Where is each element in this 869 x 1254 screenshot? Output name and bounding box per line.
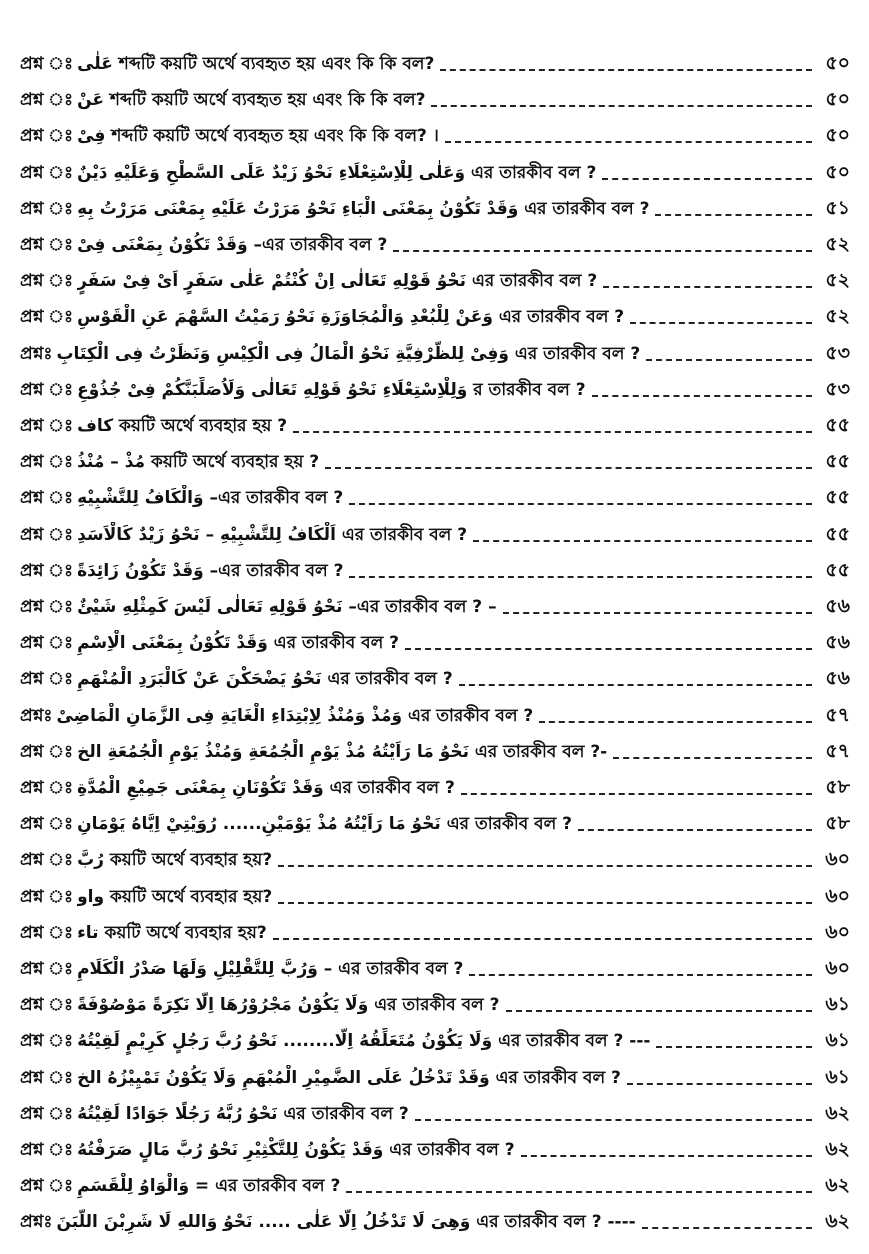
question-label: প্রশ্ন ঃ bbox=[20, 162, 74, 183]
question-label: প্রশ্ন ঃ bbox=[20, 1140, 74, 1160]
question-label: প্রশ্ন ঃ bbox=[20, 488, 74, 509]
toc-row bbox=[20, 484, 850, 514]
toc-row bbox=[20, 593, 850, 623]
toc-row bbox=[20, 774, 850, 804]
toc-row bbox=[20, 1208, 850, 1238]
question-text: وَلِلْاِسْتِعْلَاءِ نَحْوُ قَوْلِهِ تَعَالٰى وَلَاُصَلِّبَنَّكُمْ فِىْ جُذُوْعِ র তারকীব বল ? bbox=[77, 379, 586, 400]
page-number: ৫৫ bbox=[825, 558, 850, 581]
question-label: প্রশ্নঃ bbox=[20, 1212, 53, 1233]
page-number: ৫৬ bbox=[825, 595, 850, 617]
question-label: প্রশ্ন ঃ bbox=[20, 1103, 74, 1124]
question-text: عَلٰى শব্দটি কয়টি অর্থে ব্যবহৃত হয় এবং কি কি বল? bbox=[77, 54, 435, 74]
dotted-leader bbox=[293, 431, 812, 433]
question-label: প্রশ্ন ঃ bbox=[20, 54, 74, 74]
toc-row bbox=[20, 810, 850, 840]
dotted-leader bbox=[656, 1046, 812, 1048]
toc-row bbox=[20, 340, 850, 370]
question-label: প্রশ্ন ঃ bbox=[20, 1176, 74, 1197]
dotted-leader bbox=[445, 141, 812, 143]
question-text: وَفِىْ لِلظَّرْفِيَّةِ نَحْوُ الْمَالُ فِى الْكِيْسِ وَنَظَرْتُ فِى الْكِتَابِ এর তারকীব বল ? bbox=[56, 343, 641, 364]
page-number: ৬২ bbox=[825, 1210, 850, 1233]
dotted-leader bbox=[473, 540, 812, 542]
question-label: প্রশ্ন ঃ bbox=[20, 452, 74, 473]
question-text: وَلَا يَكُوْنُ مَجْرُوْرُهَا اِلَّا نَكِرَةً مَوْصُوْفَةً এর তারকীব বল ? bbox=[77, 995, 500, 1016]
page-number: ৫৫ bbox=[825, 450, 850, 473]
page-number: ৫৫ bbox=[825, 414, 850, 436]
dotted-leader bbox=[539, 721, 812, 723]
toc-row bbox=[20, 303, 850, 333]
question-text: نَحْوُ مَا رَاَيْتُهُ مُذْ يَوْمِ الْجُمُعَةِ وَمُنْذُ يَوْمِ الْجُمُعَةِ الخ এর তারকীব বল ?- bbox=[77, 741, 608, 762]
toc-row bbox=[20, 376, 850, 406]
question-label: প্রশ্ন ঃ bbox=[20, 1031, 74, 1052]
toc-row bbox=[20, 629, 850, 659]
dotted-leader bbox=[602, 178, 812, 180]
page-number: ৬২ bbox=[825, 1101, 850, 1124]
page-number: ৫৭ bbox=[825, 739, 850, 762]
dotted-leader bbox=[630, 322, 812, 324]
question-text: نَحْوُ رُبَّهُ رَجُلًا جَوَادًا لَقِيْتُهُ এর তারকীব বল ? bbox=[77, 1103, 409, 1124]
dotted-leader bbox=[325, 467, 812, 469]
dotted-leader bbox=[642, 1227, 812, 1229]
page-number: ৬২ bbox=[825, 1174, 850, 1197]
question-label: প্রশ্ন ঃ bbox=[20, 633, 74, 654]
dotted-leader bbox=[278, 865, 812, 867]
toc-row bbox=[20, 1172, 850, 1202]
question-text: مُذْ – مُنْذُ কয়টি অর্থে ব্যবহার হয় ? bbox=[77, 452, 320, 473]
question-text: وَقَدْ تَكُوْنُ بِمَعْنَى الْبَاءِ نَحْوُ مَرَرْتُ عَلَيْهِ بِمَعْنَى مَرَرْتُ بِهِ এর তারকীব বল ? bbox=[77, 198, 650, 219]
toc-row bbox=[20, 159, 850, 189]
toc-row bbox=[20, 955, 850, 985]
question-text: وَالْوَاوُ لِلْقَسَمِ = এর তারকীব বল ? bbox=[77, 1176, 341, 1197]
question-text: رُبَّ কয়টি অর্থে ব্যবহার হয়? bbox=[77, 850, 273, 871]
toc-row bbox=[20, 50, 850, 80]
toc-row bbox=[20, 702, 850, 732]
dotted-leader bbox=[431, 105, 812, 107]
question-label: প্রশ্নঃ bbox=[20, 705, 53, 726]
question-text: تاء কয়টি অর্থে ব্যবহার হয়? bbox=[77, 922, 267, 943]
toc-row bbox=[20, 1100, 850, 1130]
page-number: ৫০ bbox=[825, 88, 850, 111]
question-label: প্রশ্নঃ bbox=[20, 343, 53, 364]
question-text: وَقَدْ تَكُوْنُ بِمَعْنَى فِىْ –এর তারকীব বল ? bbox=[77, 235, 388, 255]
dotted-leader bbox=[503, 612, 812, 614]
page-number: ৫৭ bbox=[825, 703, 850, 726]
question-text: اَلْكَافُ لِلتَّشْبِيْهِ – نَحْوُ زَيْدٌ كَالْاَسَدِ এর তারকীব বল ? bbox=[77, 524, 468, 545]
dotted-leader bbox=[405, 648, 812, 650]
dotted-leader bbox=[506, 1010, 813, 1012]
page-number: ৫৮ bbox=[825, 776, 850, 798]
dotted-leader bbox=[273, 938, 812, 940]
page-number: ৫৬ bbox=[825, 667, 850, 690]
toc-row bbox=[20, 557, 850, 587]
question-label: প্রশ্ন ঃ bbox=[20, 922, 74, 943]
dotted-leader bbox=[393, 250, 812, 252]
page-number: ৫৩ bbox=[825, 377, 850, 400]
page-number: ৬১ bbox=[825, 1029, 850, 1052]
dotted-leader bbox=[440, 69, 812, 71]
question-text: وَعَلٰى لِلْاِسْتِعْلَاءِ نَحْوُ زَيْدٌ عَلَى السَّطْحِ وَعَلَيْهِ دَيْنٌ এর তারকীব বল ? bbox=[77, 162, 597, 183]
question-text: وَهِىَ لَا تَدْخُلُ اِلَّا عَلٰى ..... نَحْوُ وَاللهِ لَا شَرِبْنَ اللَّبَنَ এর তারকীব বল ? ---- bbox=[56, 1212, 636, 1233]
dotted-leader bbox=[627, 1083, 812, 1085]
page-number: ৬১ bbox=[825, 993, 850, 1016]
question-label: প্রশ্ন ঃ bbox=[20, 379, 74, 400]
dotted-leader bbox=[278, 902, 812, 904]
question-text: وَقَدْ تَكُوْنَانِ بِمَعْنَى جَمِيْعِ الْمُدَّةِ এর তারকীব বল ? bbox=[77, 778, 455, 798]
question-label: প্রশ্ন ঃ bbox=[20, 90, 74, 111]
question-label: প্রশ্ন ঃ bbox=[20, 416, 74, 436]
question-text: وَرُبَّ لِلتَّقْلِيْلِ وَلَهَا صَدْرُ الْكَلَامِ – এর তারকীব বল ? bbox=[77, 959, 464, 979]
toc-row bbox=[20, 521, 850, 551]
question-text: واو কয়টি অর্থে ব্যবহার হয়? bbox=[77, 886, 273, 907]
question-text: وَمُذْ وَمُنْذُ لِاِبْتِدَاءِ الْغَايَةِ فِى الزَّمَانِ الْمَاضِىْ এর তারকীব বল ? bbox=[56, 705, 534, 726]
toc-row bbox=[20, 412, 850, 442]
toc-row bbox=[20, 231, 850, 261]
question-label: প্রশ্ন ঃ bbox=[20, 669, 74, 690]
page-number: ৬২ bbox=[825, 1138, 850, 1160]
question-text: نَحْوُ قَوْلِهِ تَعَالٰى اِنْ كُنْتُمْ عَلٰى سَفَرٍ اَىْ فِىْ سَفَرٍ এর তারকীব বল ? bbox=[77, 271, 598, 292]
toc-row bbox=[20, 883, 850, 913]
question-text: نَحْوُ قَوْلِهِ تَعَالٰى لَيْسَ كَمِثْلِهِ شَيْئٌ –এর তারকীব বল ? – bbox=[77, 597, 497, 617]
toc-row bbox=[20, 1064, 850, 1094]
page-number: ৫৫ bbox=[825, 486, 850, 509]
question-text: نَحْوُ مَا رَاَيْتُهُ مُذْ يَوْمَيْنِ...... رُوَيْتِيْ اِيَّاهُ يَوْمَانِ এর তারকীব বল ? bbox=[77, 814, 573, 835]
page-number: ৫৩ bbox=[825, 341, 850, 364]
question-text: وَقَدْ تَكُوْنُ زَائِدَةً –এর তারকীব বল ? bbox=[77, 560, 344, 581]
dotted-leader bbox=[459, 684, 812, 686]
question-text: وَقَدْ يَكُوْنُ لِلتَّكْثِيْرِ نَحْوُ رُبَّ مَالٍ صَرَفْتُهُ এর তারকীব বল ? bbox=[77, 1140, 515, 1160]
question-text: وَقَدْ تَكُوْنُ بِمَعْنَى الْاِسْمِ এর তারকীব বল ? bbox=[77, 633, 400, 654]
toc-row bbox=[20, 267, 850, 297]
dotted-leader bbox=[469, 974, 812, 976]
toc-row bbox=[20, 919, 850, 949]
toc-row bbox=[20, 846, 850, 876]
dotted-leader bbox=[613, 757, 812, 759]
dotted-leader bbox=[349, 576, 812, 578]
question-text: نَحْوُ يَضْحَكْنَ عَنْ كَالْبَرَدِ الْمُنْهَمِ এর তারকীব বল ? bbox=[77, 669, 453, 690]
page-number: ৫২ bbox=[825, 305, 850, 328]
toc-row bbox=[20, 991, 850, 1021]
question-text: وَقَدْ تَدْخُلُ عَلَى الضَّمِيْرِ الْمُبْهَمِ وَلَا يَكُوْنُ تَمْيِيْزُهُ الخ এর তারকীব বল ? bbox=[77, 1067, 621, 1088]
question-text: فِىْ শব্দটি কয়টি অর্থে ব্যবহৃত হয় এবং কি কি বল? । bbox=[77, 126, 439, 147]
dotted-leader bbox=[415, 1119, 812, 1121]
page-number: ৫২ bbox=[825, 269, 850, 292]
dotted-leader bbox=[461, 793, 812, 795]
page-number: ৫০ bbox=[825, 124, 850, 147]
question-label: প্রশ্ন ঃ bbox=[20, 814, 74, 835]
page-number: ৬০ bbox=[825, 884, 850, 907]
question-label: প্রশ্ন ঃ bbox=[20, 235, 74, 255]
question-label: প্রশ্ন ঃ bbox=[20, 524, 74, 545]
question-label: প্রশ্ন ঃ bbox=[20, 959, 74, 979]
page-number: ৫৮ bbox=[825, 812, 850, 835]
question-label: প্রশ্ন ঃ bbox=[20, 778, 74, 798]
question-text: كاف কয়টি অর্থে ব্যবহার হয় ? bbox=[77, 416, 288, 436]
question-label: প্রশ্ন ঃ bbox=[20, 560, 74, 581]
question-text: وَعَنْ لِلْبُعْدِ وَالْمُجَاوَزَةِ نَحْوُ رَمَيْتُ السَّهْمَ عَنِ الْقَوْسِ এর তারকীব বল ? bbox=[77, 307, 625, 328]
toc-row bbox=[20, 665, 850, 695]
dotted-leader bbox=[521, 1155, 812, 1157]
dotted-leader bbox=[578, 829, 812, 831]
question-label: প্রশ্ন ঃ bbox=[20, 886, 74, 907]
question-label: প্রশ্ন ঃ bbox=[20, 597, 74, 617]
question-label: প্রশ্ন ঃ bbox=[20, 271, 74, 292]
page-number: ৫০ bbox=[825, 160, 850, 183]
dotted-leader bbox=[592, 395, 812, 397]
question-label: প্রশ্ন ঃ bbox=[20, 126, 74, 147]
dotted-leader bbox=[655, 214, 812, 216]
toc-row bbox=[20, 122, 850, 152]
page-number: ৫০ bbox=[825, 52, 850, 74]
toc-row bbox=[20, 195, 850, 225]
question-label: প্রশ্ন ঃ bbox=[20, 1067, 74, 1088]
page-number: ৫১ bbox=[825, 196, 850, 219]
toc-row bbox=[20, 738, 850, 768]
page-number: ৫২ bbox=[825, 233, 850, 255]
question-label: প্রশ্ন ঃ bbox=[20, 307, 74, 328]
dotted-leader bbox=[646, 359, 812, 361]
page-number: ৬০ bbox=[825, 957, 850, 979]
page-number: ৬০ bbox=[825, 920, 850, 943]
page-number: ৬১ bbox=[825, 1065, 850, 1088]
question-text: عَنْ শব্দটি কয়টি অর্থে ব্যবহৃত হয় এবং কি কি বল? bbox=[77, 90, 426, 111]
question-label: প্রশ্ন ঃ bbox=[20, 198, 74, 219]
question-text: وَالْكَافُ لِلتَّشْبِيْهِ –এর তারকীব বল ? bbox=[77, 488, 344, 509]
dotted-leader bbox=[349, 503, 812, 505]
question-label: প্রশ্ন ঃ bbox=[20, 850, 74, 871]
question-label: প্রশ্ন ঃ bbox=[20, 741, 74, 762]
dotted-leader bbox=[346, 1191, 812, 1193]
question-label: প্রশ্ন ঃ bbox=[20, 995, 74, 1016]
page-number: ৫৬ bbox=[825, 631, 850, 654]
question-text: وَلَا يَكُوْنُ مُتَعَلِّقُهُ اِلَّا........ نَحْوُ رُبَّ رَجُلٍ كَرِيْمٍ لَقِيْتُهُ এর তারকীব বল ? --- bbox=[77, 1031, 651, 1052]
toc-row bbox=[20, 1027, 850, 1057]
toc-row bbox=[20, 1136, 850, 1166]
toc-row bbox=[20, 86, 850, 116]
page-number: ৬০ bbox=[825, 848, 850, 871]
dotted-leader bbox=[603, 286, 812, 288]
page-number: ৫৫ bbox=[825, 522, 850, 545]
toc-row bbox=[20, 448, 850, 478]
